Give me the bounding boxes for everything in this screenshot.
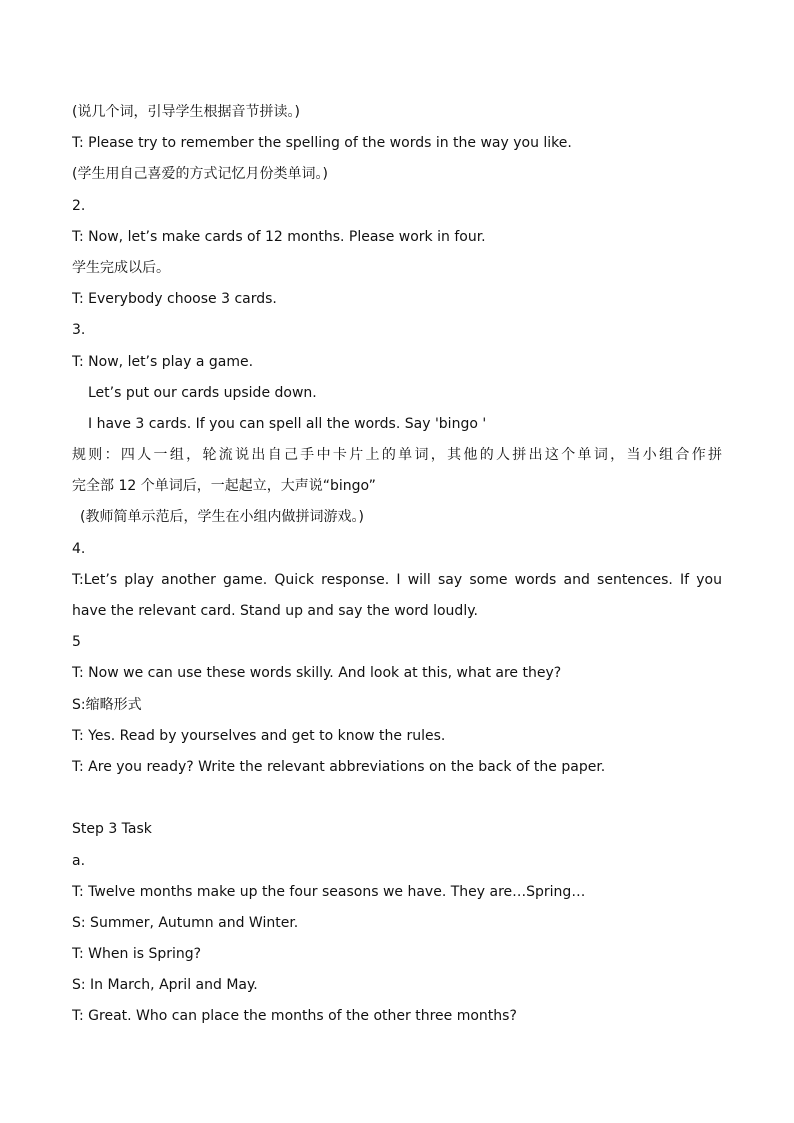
text-line: T: Now we can use these words skilly. And look at this, what are they? <box>72 665 562 682</box>
text-line: T: Now, let’s play a game. <box>72 353 254 370</box>
text-line: T: Yes. Read by yourselves and get to know the rules. <box>72 727 446 744</box>
text-line: S: Summer, Autumn and Winter. <box>72 914 299 931</box>
text-line: Let’s put our cards upside down. <box>88 384 317 401</box>
text-line: 学生完成以后。 <box>72 259 170 276</box>
text-line: (教师简单示范后，学生在小组内做拼词游戏。) <box>80 509 364 526</box>
text-line: T: When is Spring? <box>72 946 202 963</box>
text-line: I have 3 cards. If you can spell all the words. Say 'bingo ' <box>88 415 487 432</box>
text-line: T: Are you ready? Write the relevant abbreviations on the back of the paper. <box>72 758 606 775</box>
step-number: 4. <box>72 540 86 557</box>
text-line: T: Please try to remember the spelling of the words in the way you like. <box>72 135 572 152</box>
text-line: (学生用自己喜爱的方式记忆月份类单词。) <box>72 166 328 183</box>
text-line: T:Let’s play another game. Quick response. I will say some words and sentences. If you <box>72 571 722 588</box>
text-line: S:缩略形式 <box>72 696 142 713</box>
text-line: (说几个词，引导学生根据音节拼读。) <box>72 104 300 120</box>
text-line: T: Great. Who can place the months of the other three months? <box>72 1008 517 1025</box>
step-number: a. <box>72 852 86 869</box>
text-line: 完全部 12 个单词后，一起起立，大声说“bingo” <box>72 478 376 495</box>
text-line: T: Everybody choose 3 cards. <box>72 291 277 308</box>
text-line: T: Now, let’s make cards of 12 months. Please work in four. <box>72 228 486 245</box>
text-line: have the relevant card. Stand up and say the word loudly. <box>72 603 478 619</box>
text-line: S: In March, April and May. <box>72 977 258 994</box>
document-body <box>72 97 722 1033</box>
blank-line <box>72 783 722 814</box>
text-line: 规则：四人一组，轮流说出自己手中卡片上的单词，其他的人拼出这个单词，当小组合作拼 <box>72 447 722 464</box>
step-number: 3. <box>72 322 86 339</box>
text-line: T: Twelve months make up the four seasons we have. They are…Spring… <box>72 883 586 900</box>
section-heading: Step 3 Task <box>72 821 152 838</box>
step-number: 5 <box>72 634 81 651</box>
step-number: 2. <box>72 197 86 214</box>
